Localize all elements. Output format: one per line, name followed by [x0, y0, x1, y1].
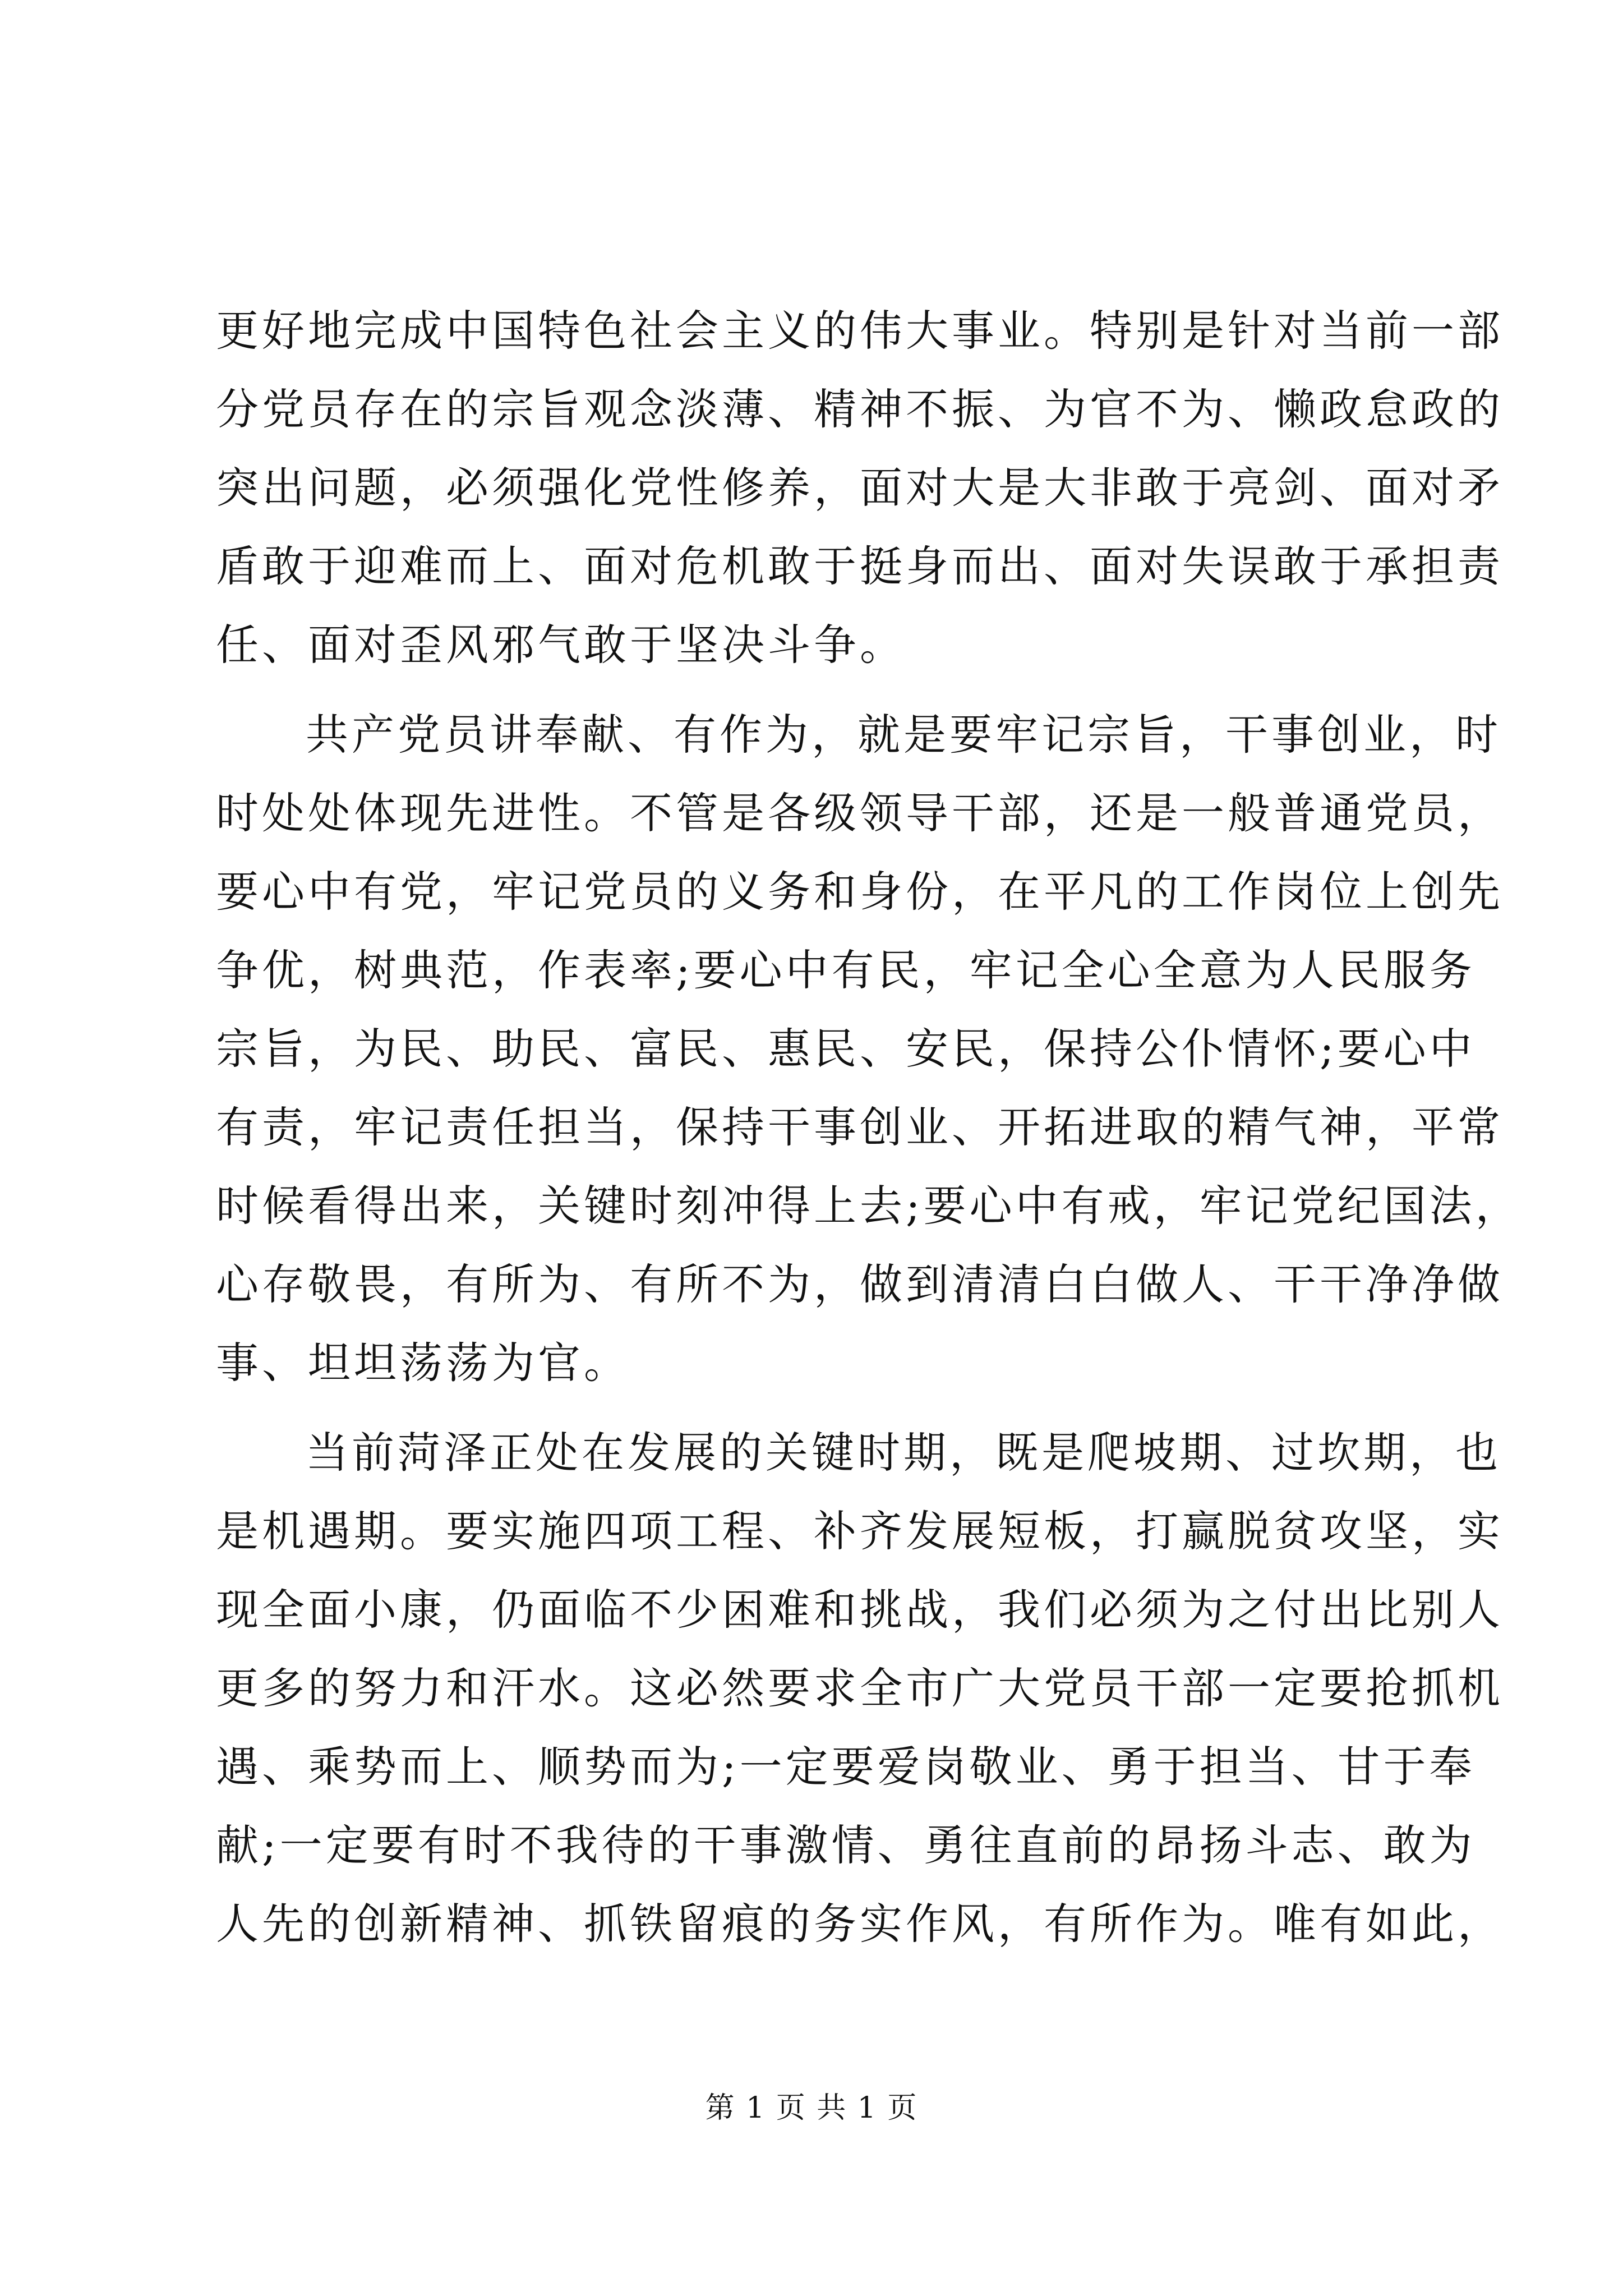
text-line: 人先的创新精神、抓铁留痕的务实作风，有所作为。唯有如此， [216, 1899, 1504, 1949]
text-line: 时处处体现先进性。不管是各级领导干部，还是一般普通党员， [216, 788, 1504, 838]
text-line: 争优，树典范，作表率;要心中有民，牢记全心全意为人民服务 [216, 945, 1476, 995]
text-line: 心存敬畏，有所为、有所不为，做到清清白白做人、干干净净做 [216, 1259, 1504, 1309]
text-line: 盾敢于迎难而上、面对危机敢于挺身而出、面对失误敢于承担责 [216, 541, 1504, 591]
text-line: 突出问题，必须强化党性修养，面对大是大非敢于亮剑、面对矛 [216, 463, 1504, 513]
text-line: 遇、乘势而上、顺势而为;一定要爱岗敬业、勇于担当、甘于奉 [216, 1742, 1476, 1792]
text-line: 分党员存在的宗旨观念淡薄、精神不振、为官不为、懒政怠政的 [216, 384, 1504, 434]
text-line: 更好地完成中国特色社会主义的伟大事业。特别是针对当前一部 [216, 306, 1504, 356]
text-line: 事、坦坦荡荡为官。 [216, 1338, 630, 1388]
text-line: 要心中有党，牢记党员的义务和身份，在平凡的工作岗位上创先 [216, 867, 1504, 917]
page-footer: 第 1 页 共 1 页 [705, 2091, 918, 2125]
paragraph-first-line: 共产党员讲奉献、有作为，就是要牢记宗旨，干事创业，时 [306, 710, 1501, 760]
text-line: 宗旨，为民、助民、富民、惠民、安民，保持公仆情怀;要心中 [216, 1024, 1476, 1074]
text-line: 时候看得出来，关键时刻冲得上去;要心中有戒，牢记党纪国法， [216, 1181, 1521, 1231]
text-line: 是机遇期。要实施四项工程、补齐发展短板，打赢脱贫攻坚，实 [216, 1506, 1504, 1556]
text-line: 现全面小康，仍面临不少困难和挑战，我们必须为之付出比别人 [216, 1585, 1504, 1635]
text-line: 有责，牢记责任担当，保持干事创业、开拓进取的精气神，平常 [216, 1102, 1504, 1152]
text-line: 更多的努力和汗水。这必然要求全市广大党员干部一定要抢抓机 [216, 1663, 1504, 1713]
paragraph-first-line: 当前菏泽正处在发展的关键时期，既是爬坡期、过坎期，也 [306, 1428, 1501, 1478]
text-line: 献;一定要有时不我待的干事激情、勇往直前的昂扬斗志、敢为 [216, 1820, 1476, 1870]
text-line: 任、面对歪风邪气敢于坚决斗争。 [216, 620, 906, 670]
